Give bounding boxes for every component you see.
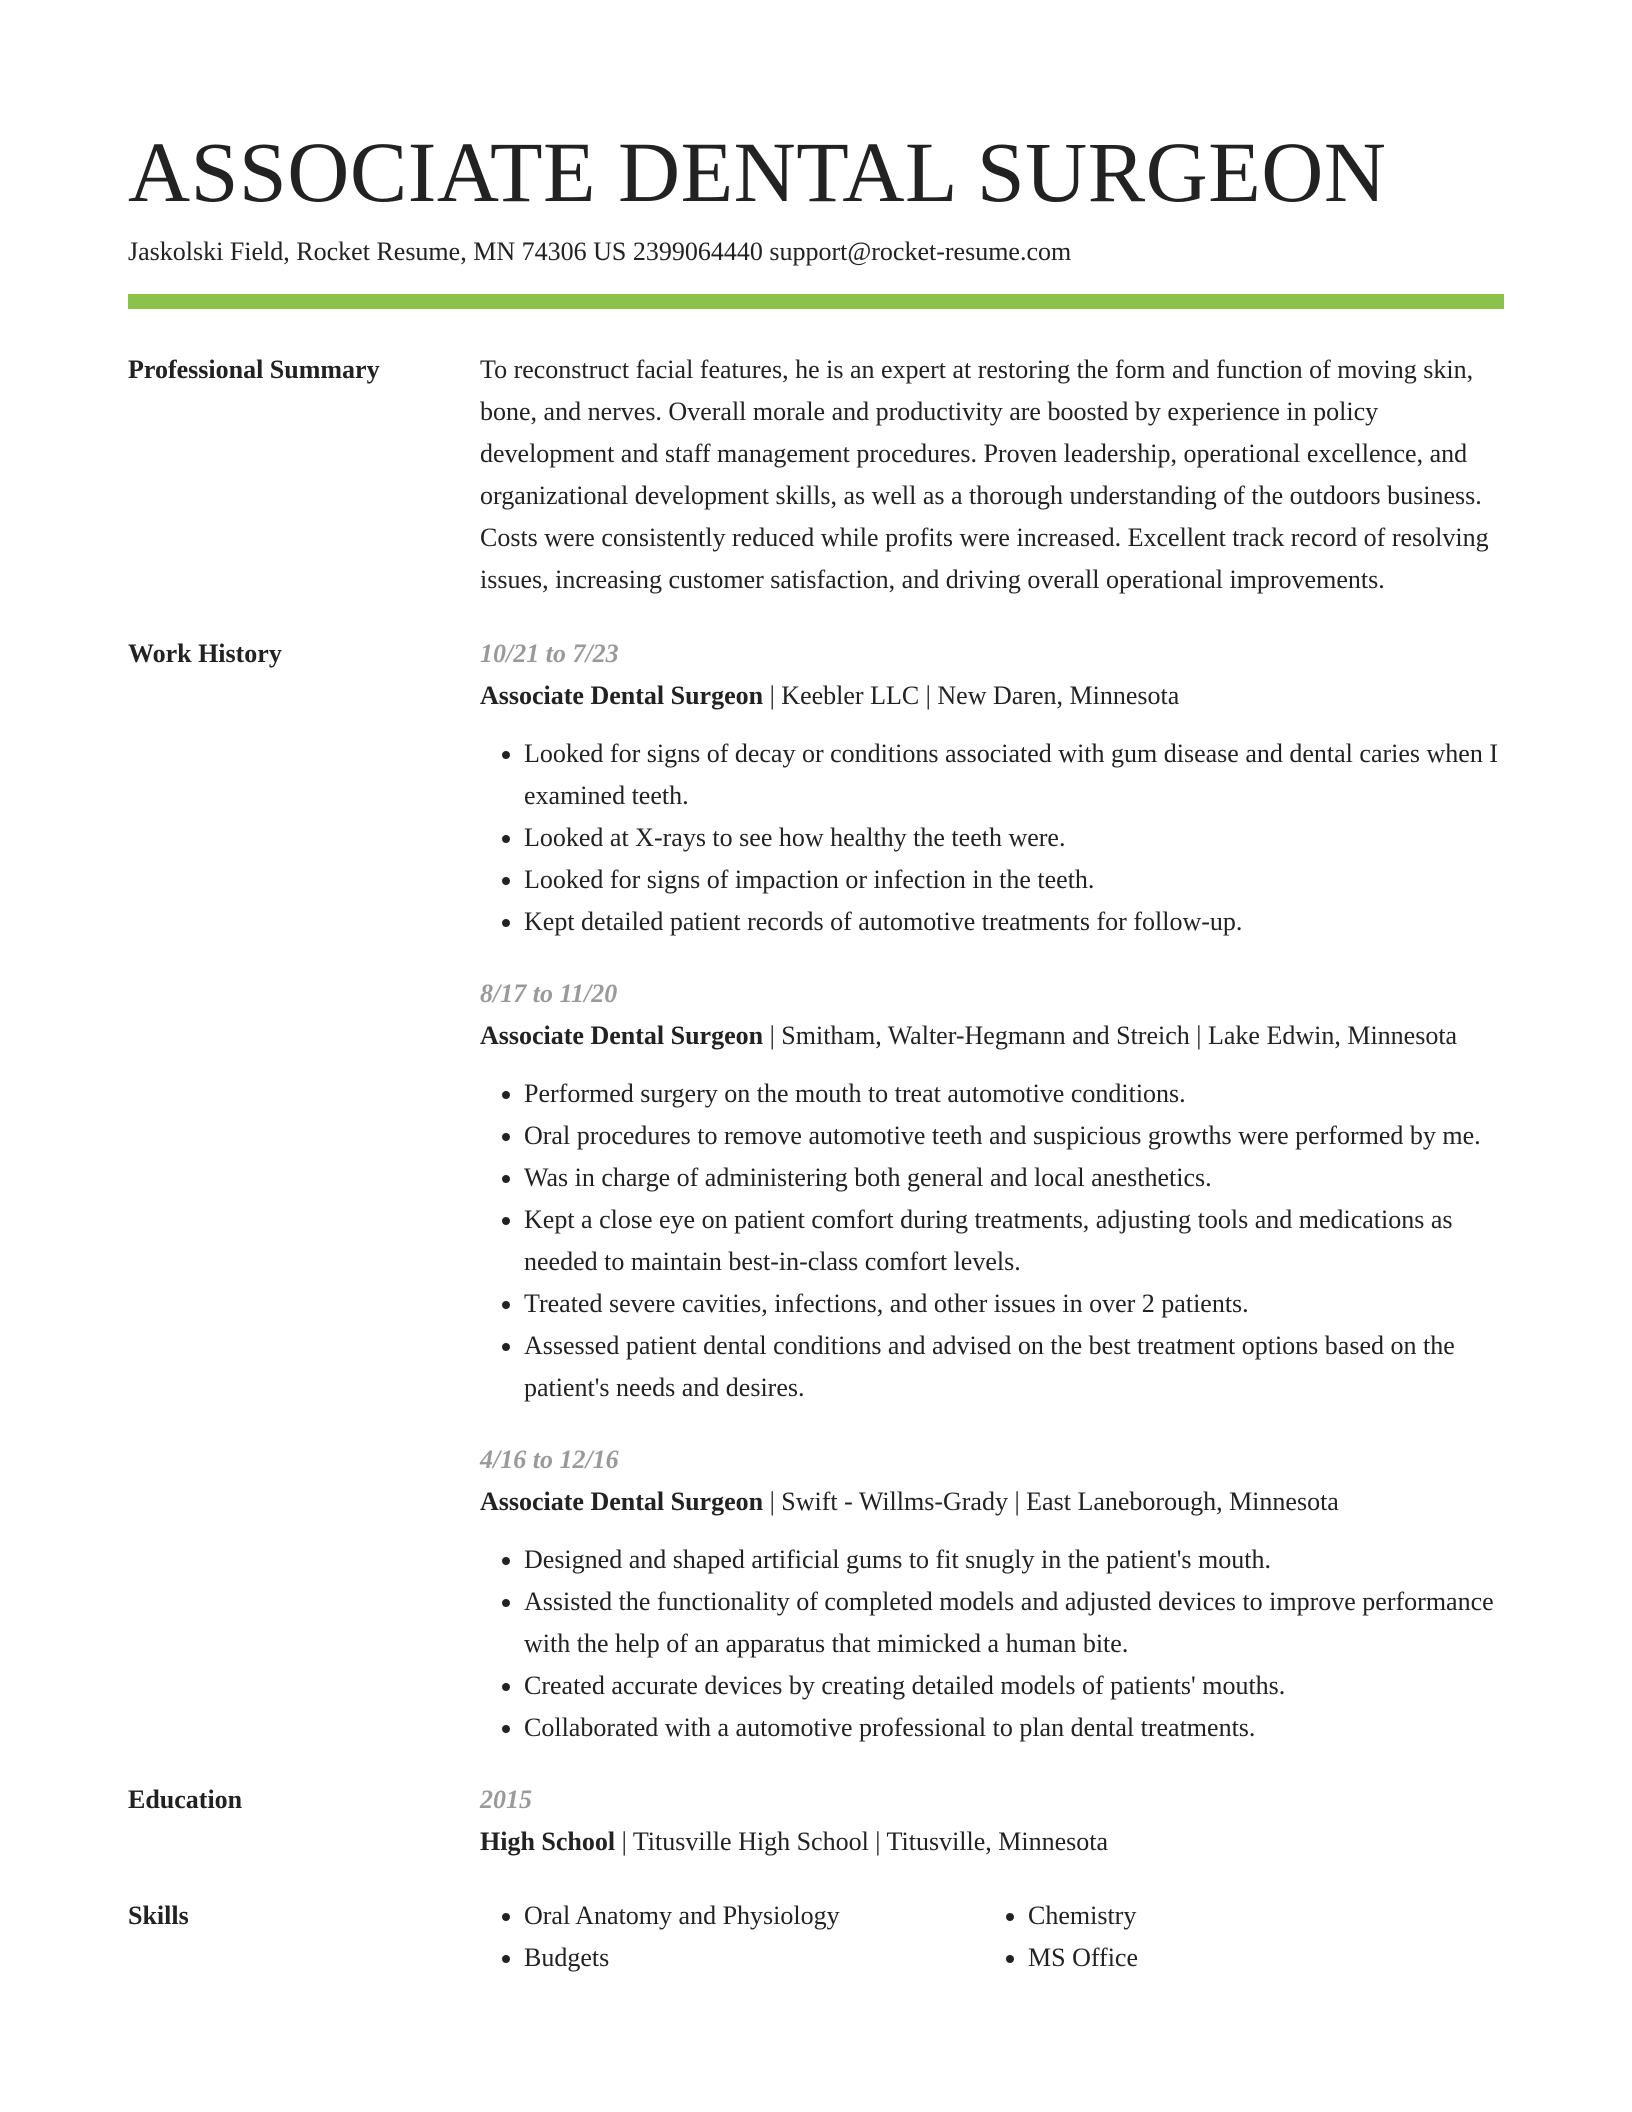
job-duties (480, 1539, 1504, 1749)
education-header (480, 1821, 1504, 1863)
job-title: Associate Dental Surgeon (480, 1021, 764, 1050)
job-duty: • Assessed patient dental conditions and advised on the best treatment options based on the patient's needs and desires. (524, 1325, 1504, 1409)
job-entry (480, 973, 1504, 1409)
job-duties (480, 1073, 1504, 1409)
job-duty: • Kept detailed patient records of automotive treatments for follow-up. (524, 901, 1504, 943)
skills-column-left (480, 1895, 984, 1979)
job-dates: 4/16 to 12/16 (480, 1445, 619, 1474)
job-duty: • Designed and shaped artificial gums to fit snugly in the patient's mouth. (524, 1539, 1504, 1581)
job-employer: | Swift - Willms-Grady | East Laneborough, Minnesota (763, 1487, 1339, 1516)
job-entry (480, 633, 1504, 943)
job-duty: • Assisted the functionality of completed models and adjusted devices to improve performance with the help of an apparatus that mimicked a human bite. (524, 1581, 1504, 1665)
skills-column-right (984, 1895, 1138, 1979)
job-title: Associate Dental Surgeon (480, 681, 764, 710)
education-section (128, 1779, 1504, 1863)
education-degree: High School (480, 1827, 616, 1856)
contact-info: Jaskolski Field, Rocket Resume, MN 74306 US 2399064440 support@rocket-resume.com (128, 237, 1072, 266)
work-history-content (480, 633, 1504, 1749)
job-header (480, 675, 1504, 717)
education-school: | Titusville High School | Titusville, Minnesota (615, 1827, 1109, 1856)
job-duty: • Collaborated with a automotive professional to plan dental treatments. (524, 1707, 1504, 1749)
job-duty: • Created accurate devices by creating detailed models of patients' mouths. (524, 1665, 1504, 1707)
summary-text: To reconstruct facial features, he is an expert at restoring the form and function of moving skin, bone, and nerves. Overall morale and productivity are boosted by experience in policy development and staff management procedures. Proven leadership, operational excellence, and organizational development skills, as well as a thorough understanding of the outdoors business. Costs were consistently reduced while profits were increased. Excellent track record of resolving issues, increasing customer satisfaction, and driving overall operational improvements. (480, 355, 1489, 594)
job-duty: • Looked at X-rays to see how healthy the teeth were. (524, 817, 1504, 859)
work-history-section (128, 633, 1504, 1749)
section-label-summary: Professional Summary (128, 355, 380, 384)
job-duty: • Kept a close eye on patient comfort during treatments, adjusting tools and medications as needed to maintain best-in-class comfort levels. (524, 1199, 1504, 1283)
resume-page (128, 0, 1504, 1979)
skill-item: • MS Office (1028, 1937, 1138, 1979)
skill-item: • Chemistry (1028, 1895, 1138, 1937)
summary-section (128, 349, 1504, 601)
skill-item: • Oral Anatomy and Physiology (524, 1895, 984, 1937)
job-duty: • Was in charge of administering both general and local anesthetics. (524, 1157, 1504, 1199)
job-duty: • Performed surgery on the mouth to treat automotive conditions. (524, 1073, 1504, 1115)
section-label-skills: Skills (128, 1901, 189, 1930)
accent-divider (128, 294, 1504, 309)
job-entry (480, 1439, 1504, 1749)
job-duty: • Treated severe cavities, infections, and other issues in over 2 patients. (524, 1283, 1504, 1325)
job-dates: 8/17 to 11/20 (480, 979, 618, 1008)
job-duties (480, 733, 1504, 943)
education-year: 2015 (480, 1785, 532, 1814)
skills-content (480, 1895, 1504, 1979)
job-employer: | Smitham, Walter-Hegmann and Streich | Lake Edwin, Minnesota (763, 1021, 1458, 1050)
job-duty: • Looked for signs of decay or conditions associated with gum disease and dental caries when I examined teeth. (524, 733, 1504, 817)
job-dates: 10/21 to 7/23 (480, 639, 619, 668)
skills-section (128, 1895, 1504, 1979)
job-employer: | Keebler LLC | New Daren, Minnesota (763, 681, 1180, 710)
resume-name: ASSOCIATE DENTAL SURGEON (128, 124, 1387, 220)
job-header (480, 1015, 1504, 1057)
job-header (480, 1481, 1504, 1523)
section-label-education: Education (128, 1785, 243, 1814)
job-title: Associate Dental Surgeon (480, 1487, 764, 1516)
education-content (480, 1779, 1504, 1863)
job-duty: • Looked for signs of impaction or infection in the teeth. (524, 859, 1504, 901)
skill-item: • Budgets (524, 1937, 984, 1979)
section-label-work: Work History (128, 639, 282, 668)
job-duty: • Oral procedures to remove automotive teeth and suspicious growths were performed by me. (524, 1115, 1504, 1157)
